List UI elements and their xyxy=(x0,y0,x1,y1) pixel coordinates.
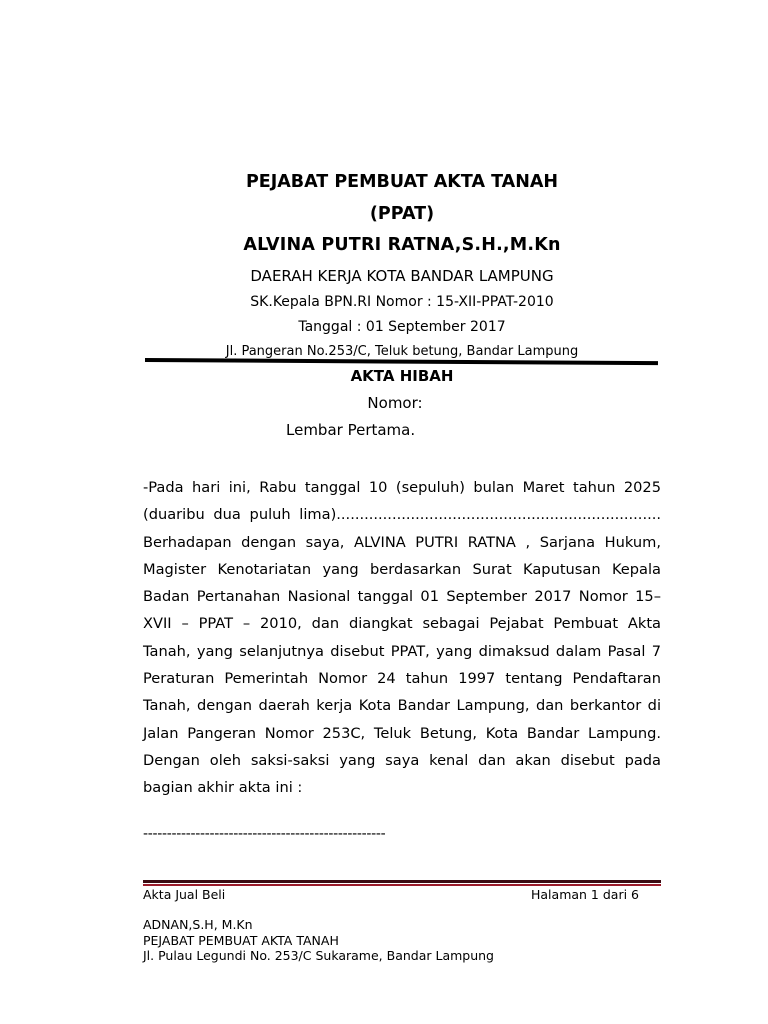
deed-body xyxy=(143,474,661,802)
office-address: Jl. Pangeran No.253/C, Teluk betung, Bandar Lampung xyxy=(225,344,579,359)
footer-official-title: PEJABAT PEMBUAT AKTA TANAH xyxy=(143,932,339,948)
office-title: PEJABAT PEMBUAT AKTA TANAH xyxy=(245,172,559,192)
footer-divider-dark xyxy=(143,880,661,883)
deed-number-label: Nomor: xyxy=(367,394,423,412)
office-abbreviation: (PPAT) xyxy=(369,204,435,224)
footer-official-block xyxy=(143,917,494,964)
deed-title: AKTA HIBAH xyxy=(350,367,454,385)
deed-body-paragraph: -Pada hari ini, Rabu tanggal 10 (sepuluh) bulan Maret tahun 2025 (duaribu dua puluh lima)...................................................................... Berhadapan dengan saya, ALVINA PUTRI RATNA , Sarjana Hukum, Magister Kenotariatan yang berdasarkan Surat Kaputusan Kepala Badan Pertanahan Nasional tanggal 01 September 2017 Nomor 15– XVII – PPAT – 2010, dan diangkat sebagai Pejabat Pembuat Akta Tanah, yang selanjutnya disebut PPAT, yang dimaksud dalam Pasal 7 Peraturan Pemerintah Nomor 24 tahun 1997 tentang Pendaftaran Tanah, dengan daerah kerja Kota Bandar Lampung, dan berkantor di Jalan Pangeran Nomor 253C, Teluk Betung, Kota Bandar Lampung. Dengan oleh saksi-saksi yang saya kenal dan akan disebut pada bagian akhir akta ini : xyxy=(143,479,661,797)
footer-divider-red xyxy=(143,884,661,886)
footer-page-number: Halaman 1 dari 6 xyxy=(531,887,639,902)
footer-official-address: Jl. Pulau Legundi No. 253/C Sukarame, Bandar Lampung xyxy=(143,948,494,963)
work-area: DAERAH KERJA KOTA BANDAR LAMPUNG xyxy=(250,267,554,285)
deed-body-dash-line: --------------------------------------------------- xyxy=(143,826,386,842)
decree-date: Tanggal : 01 September 2017 xyxy=(298,319,506,335)
header-divider xyxy=(145,358,658,365)
footer-document-type: Akta Jual Beli xyxy=(143,887,226,902)
footer-official-name: ADNAN,S.H, M.Kn xyxy=(143,917,253,932)
official-name: ALVINA PUTRI RATNA,S.H.,M.Kn xyxy=(243,235,561,255)
sheet-label: Lembar Pertama. xyxy=(286,421,416,439)
decree-number: SK.Kepala BPN.RI Nomor : 15-XII-PPAT-2010 xyxy=(250,294,554,310)
